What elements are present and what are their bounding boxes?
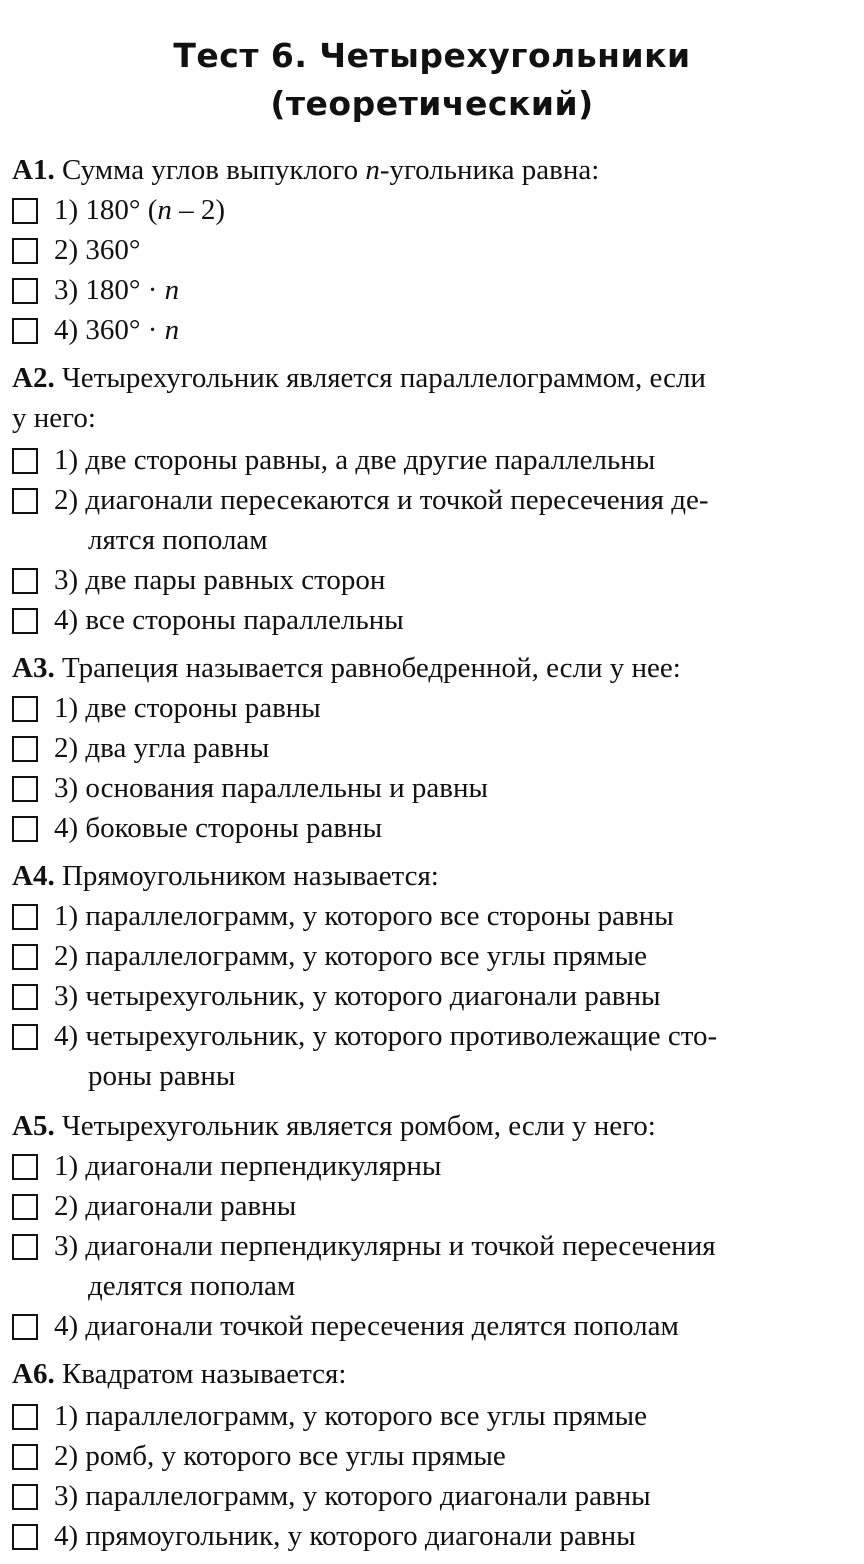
option-label: 4) четырехугольник, у которого противолежащие сто- <box>54 1020 718 1052</box>
option-a1-4[interactable] <box>0 310 864 350</box>
answer-checkbox[interactable] <box>12 448 38 474</box>
question-number: A1. <box>12 154 55 186</box>
question-a2-cont <box>0 398 864 438</box>
question-text: Сумма углов выпуклого <box>61 154 366 186</box>
option-a4-3[interactable] <box>0 976 864 1016</box>
answer-checkbox[interactable] <box>12 944 38 970</box>
option-a1-3[interactable] <box>0 270 864 310</box>
option-a4-2[interactable] <box>0 936 864 976</box>
answer-checkbox[interactable] <box>12 1314 38 1340</box>
answer-checkbox[interactable] <box>12 696 38 722</box>
option-a3-1[interactable] <box>0 688 864 728</box>
option-a5-3[interactable] <box>0 1226 864 1266</box>
question-a5 <box>0 1106 864 1146</box>
option-a4-1[interactable] <box>0 896 864 936</box>
option-a1-2[interactable] <box>0 230 864 270</box>
question-text: Прямоугольником называется: <box>61 860 439 892</box>
answer-checkbox[interactable] <box>12 1234 38 1260</box>
answer-checkbox[interactable] <box>12 1024 38 1050</box>
answer-checkbox[interactable] <box>12 1524 38 1550</box>
option-a3-3[interactable] <box>0 768 864 808</box>
option-variable: n <box>164 314 180 346</box>
option-label: 4) прямоугольник, у которого диагонали равны <box>54 1520 636 1552</box>
question-number: A5. <box>12 1110 55 1142</box>
option-a6-3[interactable] <box>0 1476 864 1516</box>
answer-checkbox[interactable] <box>12 1154 38 1180</box>
answer-checkbox[interactable] <box>12 904 38 930</box>
page-title: Тест 6. Четырехугольники <box>173 36 691 75</box>
option-label: 2) диагонали пересекаются и точкой пересечения де- <box>54 484 709 516</box>
option-label: 3) параллелограмм, у которого диагонали равны <box>54 1480 651 1512</box>
answer-checkbox[interactable] <box>12 238 38 264</box>
option-label: 3) основания параллельны и равны <box>54 772 488 804</box>
answer-checkbox[interactable] <box>12 736 38 762</box>
option-label: 1) диагонали перпендикулярны <box>54 1150 442 1182</box>
option-label: 1) две стороны равны, а две другие параллельны <box>54 444 656 476</box>
option-label-cont: роны равны <box>88 1060 236 1092</box>
option-a4-4-cont <box>0 1056 864 1096</box>
option-a2-2[interactable] <box>0 480 864 520</box>
option-a2-3[interactable] <box>0 560 864 600</box>
option-a2-1[interactable] <box>0 440 864 480</box>
option-label: 1) две стороны равны <box>54 692 321 724</box>
option-label: 2) два угла равны <box>54 732 270 764</box>
question-a2 <box>0 358 864 398</box>
option-a3-4[interactable] <box>0 808 864 848</box>
answer-checkbox[interactable] <box>12 816 38 842</box>
question-text-tail: -угольника равна: <box>379 154 600 186</box>
option-label-cont: делятся пополам <box>88 1270 296 1302</box>
answer-checkbox[interactable] <box>12 1484 38 1510</box>
question-number: A6. <box>12 1358 55 1390</box>
question-a3 <box>0 648 864 688</box>
option-label: 4) все стороны параллельны <box>54 604 404 636</box>
answer-checkbox[interactable] <box>12 488 38 514</box>
option-label: 1) параллелограмм, у которого все стороны равны <box>54 900 674 932</box>
answer-checkbox[interactable] <box>12 1194 38 1220</box>
question-a6 <box>0 1354 864 1394</box>
option-label: 3) 180° · <box>54 274 165 306</box>
question-text: Четырехугольник является параллелограммом, если <box>61 362 706 394</box>
option-a6-4[interactable] <box>0 1516 864 1556</box>
option-label: 4) боковые стороны равны <box>54 812 383 844</box>
option-a4-4[interactable] <box>0 1016 864 1056</box>
option-a3-2[interactable] <box>0 728 864 768</box>
question-text: Четырехугольник является ромбом, если у него: <box>61 1110 656 1142</box>
option-label-cont: лятся пополам <box>88 524 268 556</box>
option-a5-1[interactable] <box>0 1146 864 1186</box>
option-a5-3-cont <box>0 1266 864 1306</box>
option-label: 3) две пары равных сторон <box>54 564 386 596</box>
option-label: 2) 360° <box>54 234 141 266</box>
page-subtitle: (теоретический) <box>270 84 594 123</box>
option-label: 1) 180° ( <box>54 194 158 226</box>
question-number: A3. <box>12 652 55 684</box>
question-variable: n <box>365 154 380 186</box>
answer-checkbox[interactable] <box>12 984 38 1010</box>
question-a1 <box>0 150 864 190</box>
option-a6-2[interactable] <box>0 1436 864 1476</box>
option-a2-4[interactable] <box>0 600 864 640</box>
option-a5-2[interactable] <box>0 1186 864 1226</box>
option-variable: n <box>164 274 180 306</box>
option-a6-1[interactable] <box>0 1396 864 1436</box>
option-label-tail: – 2) <box>171 194 226 226</box>
option-label: 2) диагонали равны <box>54 1190 297 1222</box>
answer-checkbox[interactable] <box>12 568 38 594</box>
option-variable: n <box>157 194 172 226</box>
answer-checkbox[interactable] <box>12 608 38 634</box>
answer-checkbox[interactable] <box>12 318 38 344</box>
question-text-cont: у него: <box>12 402 96 434</box>
option-a2-2-cont <box>0 520 864 560</box>
option-label: 1) параллелограмм, у которого все углы прямые <box>54 1400 647 1432</box>
option-a5-4[interactable] <box>0 1306 864 1346</box>
answer-checkbox[interactable] <box>12 278 38 304</box>
option-label: 3) диагонали перпендикулярны и точкой пересечения <box>54 1230 716 1262</box>
option-label: 4) диагонали точкой пересечения делятся пополам <box>54 1310 679 1342</box>
option-label: 2) ромб, у которого все углы прямые <box>54 1440 506 1472</box>
question-a4 <box>0 856 864 896</box>
question-number: A2. <box>12 362 55 394</box>
option-a1-1[interactable] <box>0 190 864 230</box>
option-label: 3) четырехугольник, у которого диагонали равны <box>54 980 661 1012</box>
answer-checkbox[interactable] <box>12 1404 38 1430</box>
question-text: Трапеция называется равнобедренной, если у нее: <box>61 652 681 684</box>
answer-checkbox[interactable] <box>12 198 38 224</box>
option-label: 2) параллелограмм, у которого все углы прямые <box>54 940 647 972</box>
answer-checkbox[interactable] <box>12 1444 38 1470</box>
answer-checkbox[interactable] <box>12 776 38 802</box>
option-label: 4) 360° · <box>54 314 165 346</box>
question-text: Квадратом называется: <box>61 1358 347 1390</box>
question-number: A4. <box>12 860 55 892</box>
